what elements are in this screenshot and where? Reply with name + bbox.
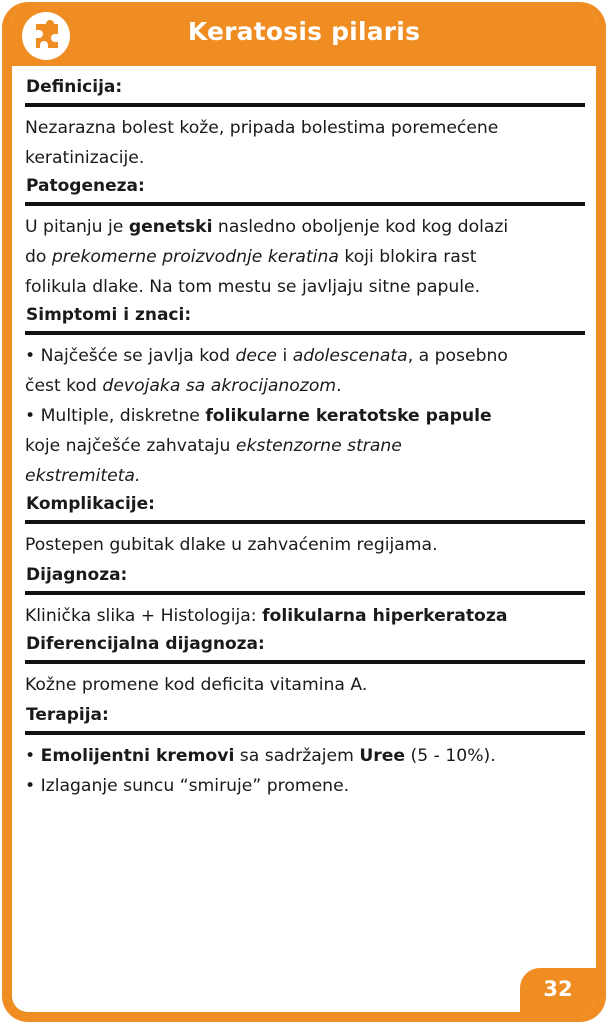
- text-span: .: [336, 376, 342, 396]
- text-line: [25, 601, 585, 631]
- text-line: • Izlaganje suncu “smiruje” promene.: [25, 776, 350, 796]
- italic-text: adolescenata: [292, 346, 408, 366]
- text-line: [25, 341, 585, 371]
- section-body-patogeneza: [25, 212, 585, 302]
- section-rule: [25, 331, 585, 335]
- text-line: folikula dlake. Na tom mestu se javljaju sitne papule.: [25, 277, 481, 297]
- text-span: do: [25, 247, 52, 267]
- section-rule: [25, 202, 585, 206]
- card: [2, 2, 606, 1022]
- page-number-tab: [520, 968, 606, 1012]
- text-line: [25, 431, 585, 461]
- text-span: i: [277, 346, 293, 366]
- italic-text: ekstenzorne strane: [235, 436, 402, 456]
- text-span: , a posebno: [407, 346, 508, 366]
- text-line: [25, 461, 585, 491]
- bold-text: folikularna hiperkeratoza: [262, 606, 508, 626]
- bold-text: folikularne keratotske papule: [205, 406, 492, 426]
- card-header: [12, 2, 596, 66]
- bold-text: genetski: [128, 217, 213, 237]
- text-span: nasledno oboljenje kod kog dolazi: [212, 217, 509, 237]
- section-title-diferencijalna: Diferencijalna dijagnoza:: [26, 634, 265, 654]
- text-line: [25, 371, 585, 401]
- section-rule: [25, 591, 585, 595]
- section-title-terapija: Terapija:: [26, 705, 109, 725]
- section-body-definicija: [25, 113, 585, 173]
- bold-text: Uree: [359, 746, 406, 766]
- text-span: (5 - 10%).: [405, 746, 496, 766]
- card-content: [25, 74, 585, 801]
- text-span: • Multiple, diskretne: [25, 406, 206, 426]
- text-span: Klinička slika + Histologija:: [25, 606, 263, 626]
- text-line: Postepen gubitak dlake u zahvaćenim regijama.: [25, 535, 438, 555]
- section-rule: [25, 103, 585, 107]
- section-title-komplikacije: Komplikacije:: [26, 494, 155, 514]
- section-body-terapija: [25, 741, 585, 801]
- section-body-dijagnoza: [25, 601, 585, 631]
- text-line: keratinizacije.: [25, 148, 145, 168]
- text-span: U pitanju je: [25, 217, 129, 237]
- text-span: sa sadržajem: [234, 746, 360, 766]
- section-title-patogeneza: Patogeneza:: [26, 176, 145, 196]
- italic-text: devojaka sa akrocijanozom: [102, 376, 337, 396]
- text-line: [25, 741, 585, 771]
- section-title-dijagnoza: Dijagnoza:: [26, 565, 128, 585]
- page-number: 32: [543, 977, 573, 1001]
- section-title-definicija: Definicija:: [26, 77, 123, 97]
- text-line: [25, 401, 585, 431]
- section-rule: [25, 660, 585, 664]
- italic-text: ekstremiteta.: [25, 466, 141, 486]
- text-span: koji blokira rast: [338, 247, 477, 267]
- bold-text: Emolijentni kremovi: [40, 746, 235, 766]
- section-body-komplikacije: [25, 530, 585, 560]
- section-rule: [25, 520, 585, 524]
- section-body-simptomi: [25, 341, 585, 491]
- text-span: koje najčešće zahvataju: [25, 436, 236, 456]
- card-title: Keratosis pilaris: [187, 17, 421, 46]
- text-span: • Najčešće se javlja kod: [25, 346, 236, 366]
- italic-text: prekomerne proizvodnje keratina: [51, 247, 339, 267]
- section-body-diferencijalna: [25, 670, 585, 700]
- italic-text: dece: [235, 346, 277, 366]
- text-span: čest kod: [25, 376, 103, 396]
- text-line: Kožne promene kod deficita vitamina A.: [25, 675, 368, 695]
- text-line: [25, 212, 585, 242]
- text-span: •: [25, 746, 41, 766]
- section-rule: [25, 731, 585, 735]
- text-line: Nezarazna bolest kože, pripada bolestima poremećene: [25, 118, 499, 138]
- text-line: [25, 242, 585, 272]
- section-title-simptomi: Simptomi i znaci:: [26, 305, 192, 325]
